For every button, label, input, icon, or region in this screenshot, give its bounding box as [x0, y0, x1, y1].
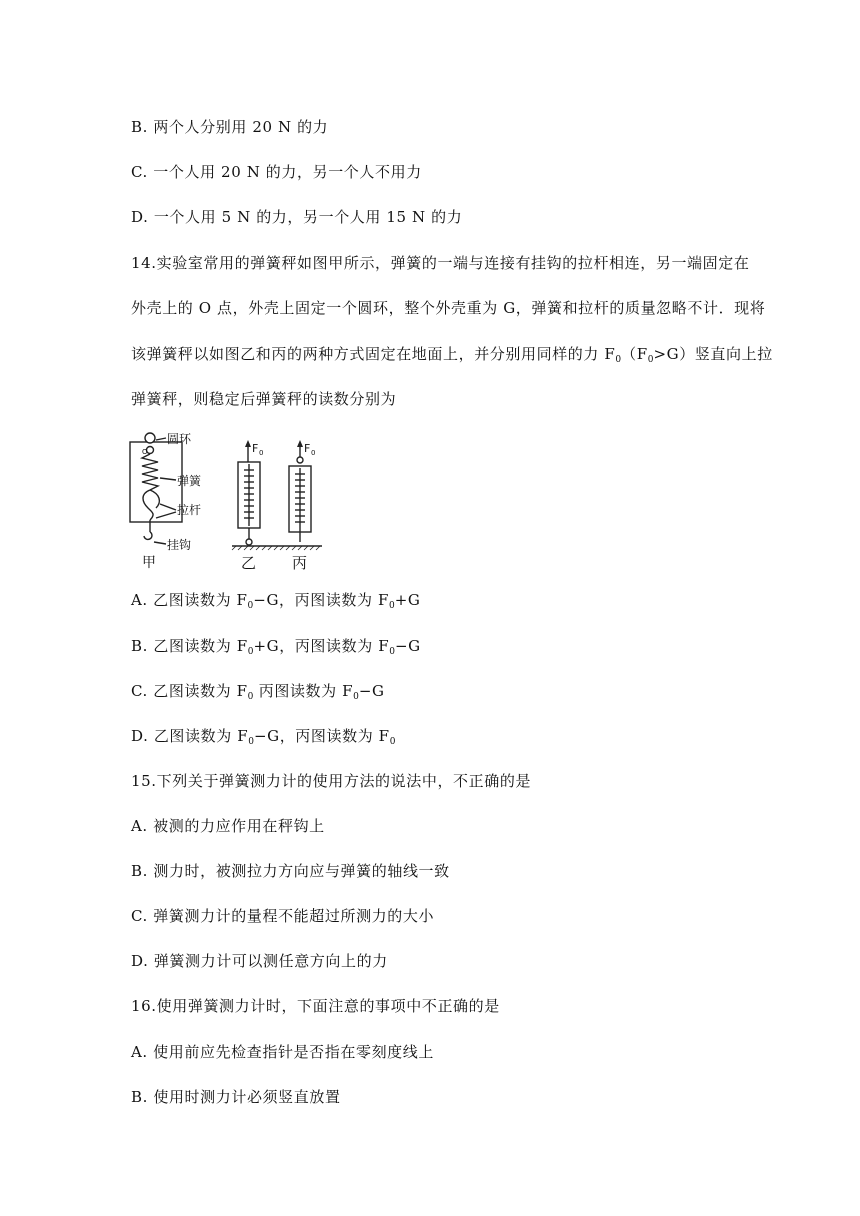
label-spring: 弹簧: [177, 474, 202, 488]
q13-option-b: B. 两个人分别用 20 N 的力: [131, 118, 329, 136]
jia-ring: [145, 433, 155, 443]
bing-arrowhead: [297, 440, 303, 447]
q15-option-b: B. 测力时，被测拉力方向应与弹簧的轴线一致: [131, 862, 450, 880]
jia-hook: [144, 532, 152, 539]
q14-stem-line2: 外壳上的 O 点，外壳上固定一个圆环，整个外壳重为 G，弹簧和拉杆的质量忽略不计．现将: [131, 299, 766, 317]
q13-option-d: D. 一个人用 5 N 的力，另一个人用 15 N 的力: [131, 208, 463, 226]
label-rod: 拉杆: [177, 503, 202, 517]
q14-option-c: C. 乙图读数为 $F_0$ 丙图读数为 $F_0-G$: [131, 682, 385, 702]
bing-force-sub: 0: [311, 449, 316, 457]
q15-stem: 15.下列关于弹簧测力计的使用方法的说法中，不正确的是: [131, 772, 532, 790]
label-jia: 甲: [142, 555, 156, 571]
yi-force-label: F: [252, 442, 259, 455]
q13-option-c: C. 一个人用 20 N 的力，另一个人不用力: [131, 163, 422, 181]
label-yi: 乙: [241, 554, 257, 572]
q16-stem: 16.使用弹簧测力计时，下面注意的事项中不正确的是: [131, 997, 500, 1015]
q14-stem-line4: 弹簧秤，则稳定后弹簧秤的读数分别为: [131, 390, 397, 408]
q15-option-a: A. 被测的力应作用在秤钩上: [131, 817, 325, 835]
jia-rod-side: [150, 490, 159, 508]
bing-force-label: F: [304, 442, 311, 455]
q14-stem-line3: 该弹簧秤以如图乙和丙的两种方式固定在地面上，并分别用同样的力 $F_0(F_0>G)$竖直向上拉: [131, 345, 773, 365]
label-ring: 圆环: [167, 432, 192, 446]
q14-stem-line1: 14.实验室常用的弹簧秤如图甲所示，弹簧的一端与连接有挂钩的拉杆相连，另一端固定在: [131, 254, 750, 272]
q15-option-d: D. 弹簧测力计可以测任意方向上的力: [131, 952, 388, 970]
label-bing: 丙: [292, 554, 308, 572]
yi-arrowhead: [245, 440, 251, 447]
jia-spring: [142, 454, 158, 490]
jia-rod: [143, 490, 153, 520]
label-o: O: [142, 448, 148, 456]
q16-option-b: B. 使用时测力计必须竖直放置: [131, 1088, 341, 1106]
yi-force-sub: 0: [259, 449, 264, 457]
jia-o-point: [147, 447, 154, 454]
q15-option-c: C. 弹簧测力计的量程不能超过所测力的大小: [131, 907, 435, 925]
q14-option-d: D. 乙图读数为 $F_0-G$，丙图读数为 $F_0$: [131, 727, 396, 747]
q14-option-a: A. 乙图读数为 $F_0-G$，丙图读数为 $F_0+G$: [131, 591, 421, 611]
q14-option-b: B. 乙图读数为 $F_0+G$，丙图读数为 $F_0-G$: [131, 637, 421, 657]
spring-scale-diagram: [120, 428, 330, 576]
label-hook: 挂钩: [167, 538, 192, 552]
q16-option-a: A. 使用前应先检查指针是否指在零刻度线上: [131, 1043, 434, 1061]
spring-scale-figure: [120, 428, 330, 576]
